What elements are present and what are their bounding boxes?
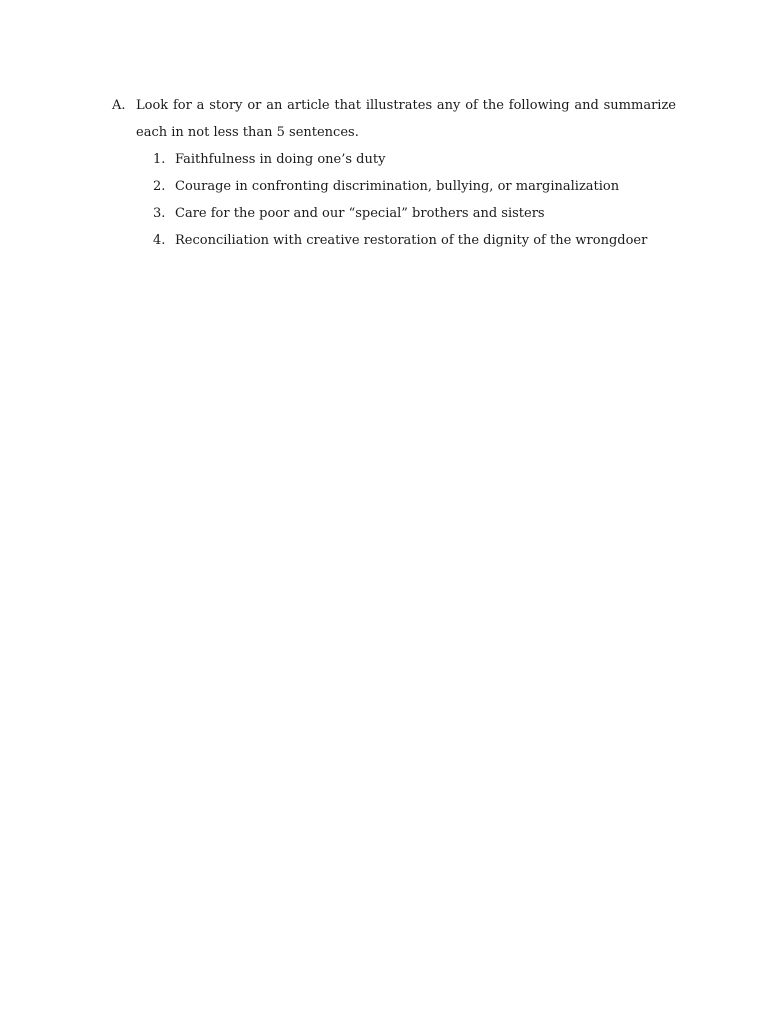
list-item — [153, 200, 676, 227]
list-item — [153, 173, 676, 200]
assignment-section — [112, 92, 676, 254]
list-item-text: Courage in confronting discrimination, bullying, or marginalization — [175, 179, 620, 194]
topic-list — [153, 146, 676, 254]
list-item-text: Care for the poor and our “special” brothers and sisters — [175, 206, 545, 221]
section-marker: A. — [112, 98, 126, 113]
list-item-number: 1. — [153, 152, 166, 167]
list-item-number: 4. — [153, 233, 166, 248]
section-instruction: Look for a story or an article that illustrates any of the following and summarize each in not less than 5 sentences. — [136, 98, 676, 140]
list-item — [153, 146, 676, 173]
list-item-text: Faithfulness in doing one’s duty — [175, 152, 386, 167]
list-item-number: 3. — [153, 206, 166, 221]
list-item — [153, 227, 676, 254]
list-item-text: Reconciliation with creative restoration of the dignity of the wrongdoer — [175, 233, 648, 248]
list-item-number: 2. — [153, 179, 166, 194]
